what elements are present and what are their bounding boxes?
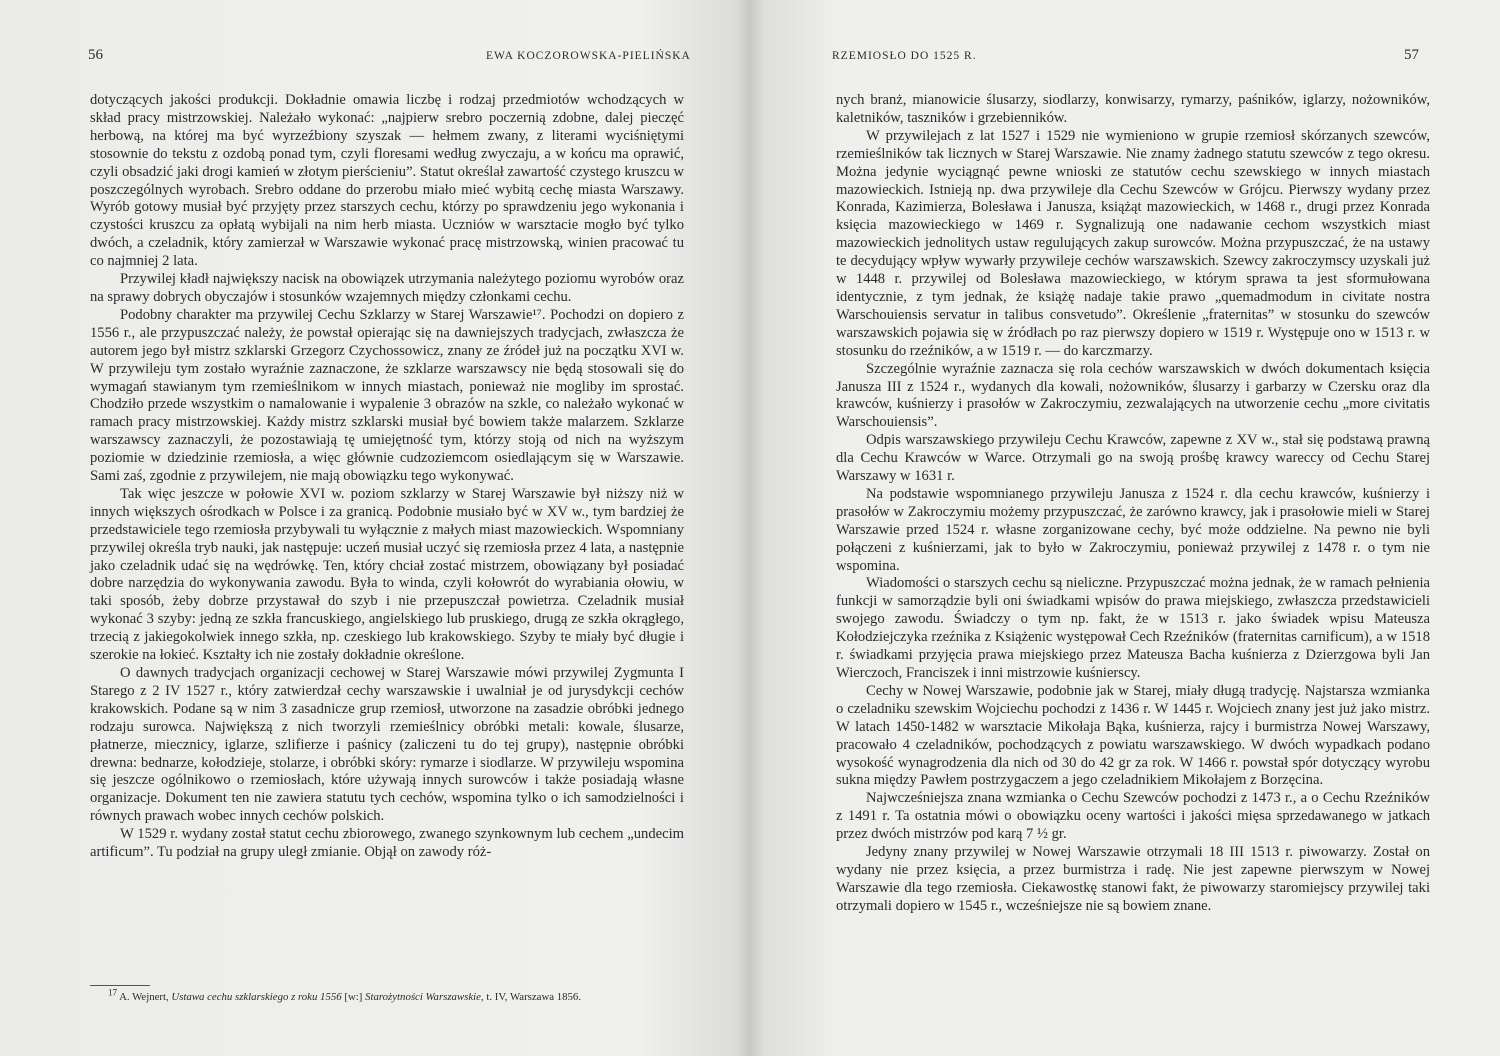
footnote-number: 17 xyxy=(108,987,117,998)
page-number: 56 xyxy=(88,47,103,63)
footnote-author: A. Wejnert, xyxy=(119,991,169,1003)
paragraph: Jedyny znany przywilej w Nowej Warszawie otrzymali 18 III 1513 r. piwowarzy. Został on wydany nie przez księcia, a przez burmistrza i radę. Nie jest zapewne pierwszym w Nowej Warszawie dla tego rzemiosła. Ciekawostkę stanowi fakt, że piwowarzy staromiejscy przywilej taki otrzymali dopiero w 1545 r., wcześniejsze nie są bowiem znane. xyxy=(836,844,1430,914)
paragraph: Cechy w Nowej Warszawie, podobnie jak w Starej, miały długą tradycję. Najstarsza wzmianka o czeladniku szewskim Wojciechu pochodzi z 1436 r. W 1445 r. Wojciech znany jest już jako mistrz. W latach 1450-1482 w warsztacie Mikołaja Bąka, kuśnierza, rajcy i burmistrza Nowej Warszawy, pracowało 4 czeladników, pochodzących z powiatu warszawskiego. W dwóch wypadkach podano wysokość wynagrodzenia dla nich od 30 do 42 gr za rok. W 1466 r. powstał spór dotyczący wyrobu sukna między Pawłem postrzygaczem a jego czeladnikiem Mikołajem z Borzęcina. xyxy=(836,682,1430,789)
paragraph: Odpis warszawskiego przywileju Cechu Krawców, zapewne z XV w., stał się podstawą prawną dla Cechu Krawców w Warce. Otrzymali go na swoją prośbę krawcy wareccy od Cechu Starej Warszawy w 1631 r. xyxy=(836,432,1430,485)
footnote-title: Ustawa cechu szklarskiego z roku 1556 xyxy=(171,991,342,1003)
paragraph: W przywilejach z lat 1527 i 1529 nie wymieniono w grupie rzemiosł skórzanych szewców, rzemieślników tak licznych w Starej Warszawie. Nie znamy żadnego statutu szewców z tego okresu. Można jedynie wyciągnąć pewne wnioski ze statutów cechu szewskiego w innych miastach mazowieckich. Istnieją np. dwa przywileje dla Cechu Szewców w Grójcu. Pierwszy wydany przez Konrada, Kazimierza, Bolesława i Janusza, książąt mazowieckich, w 1468 r., drugi przez Konrada księcia mazowieckiego w 1469 r. Sygnalizują one nadawanie cechom wszystkich miast mazowieckich jednolitych ustaw regulujących zakup surowców. Można przypuszczać, że na ustawy te decydujący wpływ wywarły przywileje cechów warszawskich. Szewcy zakroczymscy uzyskali już w 1448 r. przywilej od Bolesława mazowieckiego, w którym sprawa ta jest sformułowana identycznie, z tym jednak, że książę nadaje takie prawo „quemadmodum in civitate nostra Warschouiensis servatur in talibus consvetudo”. Określenie „fraternitas” w stosunku do szewców warszawskich pojawia się w źródłach po raz pierwszy dopiero w 1519 r. Występuje ono w 1513 r. w stosunku do rzeźników, a w 1519 r. — do karczmarzy. xyxy=(836,127,1430,359)
paragraph: nych branż, mianowicie ślusarzy, siodlarzy, konwisarzy, rymarzy, paśników, iglarzy, nożowników, kaletników, taszników i grzebienników. xyxy=(836,92,1430,126)
paragraph: Podobny charakter ma przywilej Cechu Szklarzy w Starej Warszawie¹⁷. Pochodzi on dopiero z 1556 r., ale przypuszczać należy, że powstał opierając się na dawniejszych tradycjach, zwłaszcza że autorem jego był mistrz szklarski Grzegorz Czychossowicz, znany ze źródeł już na początku XVI w. W przywileju tym zostało wyraźnie zaznaczone, że szklarze warszawscy nie będą stosowali się do wymagań stawianym tym rzemieślnikom w innych miastach, ponieważ nie mogliby im sprostać. Chodziło przede wszystkim o namalowanie i wypalenie 3 obrazów na szkle, co należało wykonać w ramach pracy mistrzowskiej. Każdy mistrz szklarski musiał być bowiem także malarzem. Szklarze warszawscy zaznaczyli, że pozostawiają tę umiejętność tym, którzy stoją od nich na wyższym poziomie w dziedzinie rzemiosła, a więc głównie cudzoziemcom osiedlającym się w Warszawie. Sami zaś, zgodnie z przywilejem, nie mają obowiązku tego wykonywać. xyxy=(90,306,684,485)
paragraph: Wiadomości o starszych cechu są nieliczne. Przypuszczać można jednak, że w ramach pełnienia funkcji w samorządzie byli oni świadkami wpisów do prawa miejskiego, zwłaszcza przedstawicieli swojego zawodu. Świadczy o tym np. fakt, że w 1513 r. jako świadek wpisu Mateusza Kołodziejczyka rzeźnika z Książenic występował Cech Rzeźników (fraternitas carnificum), a w 1518 r. świadkami przyjęcia prawa miejskiego przez Mateusza Bacha kuśnierza z Dzierzgowa byli Jan Wierczoch, Franciszek i inni mistrzowie kuśnierscy. xyxy=(836,575,1430,681)
footnote-in: [w:] xyxy=(344,991,363,1003)
paragraph: Najwcześniejsza znana wzmianka o Cechu Szewców pochodzi z 1473 r., a o Cechu Rzeźników z 1491 r. Ta ostatnia mówi o obowiązku oceny wartości i jakości mięsa sprzedawanego w jatkach przez dwóch mistrzów pod karą 7 ½ gr. xyxy=(836,790,1430,843)
paragraph: dotyczących jakości produkcji. Dokładnie omawia liczbę i rodzaj przedmiotów wchodzących w skład pracy mistrzowskiej. Należało wykonać: „najpierw srebro poczernią zdobne, dalej pieczęć herbową, na której ma być wyrzeźbiony szyszak — hełmem zwany, z literami wyciśniętymi stosownie do tekstu z ozdobą ponad tym, czyli floresami według zwyczaju, a w końcu ma oprawić, czyli obsadzić jaki drogi kamień w złotym pierścieniu”. Statut określał zawartość czystego kruszcu w poszczególnych wyrobach. Srebro oddane do przerobu miało mieć wybitą cechę miasta Warszawy. Wyrób gotowy musiał być przyjęty przez starszych cechu, którzy po sprawdzeniu jego wykonania i czystości kruszcu za opłatą wybijali na nim herb miasta. Uczniów w warsztacie mogło być tylko dwóch, a czeladnik, który zamierzał w Warszawie wykonać pracę mistrzowską, winien pracować tu co najmniej 2 lata. xyxy=(90,92,684,270)
paragraph: O dawnych tradycjach organizacji cechowej w Starej Warszawie mówi przywilej Zygmunta I Starego z 2 IV 1527 r., który zatwierdzał cechy warszawskie i uwalniał je od jurysdykcji cechów krakowskich. Podane są w nim 3 zasadnicze grup rzemiosł, utworzone na zasadzie obróbki jednego rodzaju surowca. Największą z nich tworzyli rzemieślnicy obróbki metali: kowale, ślusarze, płatnerze, miecznicy, iglarze, szlifierze i paśnicy (zaliczeni tu do tej grupy), następnie obróbki drewna: bednarze, kołodziejе, stolarze, i obróbki skóry: rymarze i siodlarze. W przywileju wspomina się jeszcze ogólnikowo o rzemiosłach, które używają innych surowców i także posiadają własne organizacje. Dokument ten nie zawiera statutu tych cechów, wspomina tylko o ich samodzielności i równych prawach wobec innych cechów polskich. xyxy=(90,665,684,825)
running-head: RZEMIOSŁO DO 1525 R. xyxy=(832,50,977,62)
body-text xyxy=(90,92,684,862)
right-page xyxy=(750,0,1500,1056)
paragraph: Przywilej kładł największy nacisk na obowiązek utrzymania należytego poziomu wyrobów oraz na sprawy dobrych obyczajów i stosunków wzajemnych między członkami cechu. xyxy=(90,271,684,305)
footnote-source: Starożytności Warszawskie, xyxy=(365,991,484,1003)
body-text xyxy=(836,92,1430,916)
footnote xyxy=(108,987,684,1004)
paragraph: W 1529 r. wydany został statut cechu zbiorowego, zwanego szynkownym lub cechem „undecim artificum”. Tu podział na grupy uległ zmianie. Objął on zawody róż- xyxy=(90,826,684,861)
paragraph: Tak więc jeszcze w połowie XVI w. poziom szklarzy w Starej Warszawie był niższy niż w innych większych ośrodkach w Polsce i za granicą. Podobnie musiało być w XV w., tym bardziej że przedstawiciele tego rzemiosła przybywali tu wyłącznie z małych miast mazowieckich. Wspomniany przywilej określa tryb nauki, jak następuje: uczeń musiał uczyć się rzemiosła przez 4 lata, a następnie jako czeladnik udać się na wędrówkę. Ten, który chciał zostać mistrzem, obowiązany był posiadać dobre narzędzia do wykonywania zawodu. Była to winda, czyli kołowrót do wyrabiania ołowiu, w taki sposób, żeby dobrze przystawał do szyb i nie przepuszczał powietrza. Czeladnik musiał wykonać 3 szyby: jedną ze szkła francuskiego, angielskiego lub pruskiego, drugą ze szkła okrągłego, trzecią z jakiegokolwiek innego szkła, np. czeskiego lub krakowskiego. Szyby te miały być długie i szerokie na łokieć. Kształty ich nie zostały dokładnie określone. xyxy=(90,485,684,664)
page-number: 57 xyxy=(1404,47,1419,63)
paragraph: Szczególnie wyraźnie zaznacza się rola cechów warszawskich w dwóch dokumentach księcia Janusza III z 1524 r., wydanych dla kowali, nożowników, ślusarzy i garbarzy w Czersku oraz dla krawców, kuśnierzy i prasołów w Zakroczymiu, zezwalających na utworzenie cechu „more civitatis Warschouiensis”. xyxy=(836,360,1430,431)
footnote-rest: t. IV, Warszawa 1856. xyxy=(486,991,582,1003)
running-head: EWA KOCZOROWSKA-PIELIŃSKA xyxy=(486,50,691,62)
paragraph: Na podstawie wspomnianego przywileju Janusza z 1524 r. dla cechu krawców, kuśnierzy i prasołów w Zakroczymiu możemy przypuszczać, że zarówno krawcy, jak i prasołowie mieli w Starej Warszawie przed 1524 r. własne zorganizowane cechy, być może oddzielne. Na pewno nie byli połączeni z kuśnierzami, jak to było w Zakroczymiu, ponieważ przywilej z 1478 r. o tym nie wspomina. xyxy=(836,485,1430,574)
footnote-rule xyxy=(90,985,150,986)
